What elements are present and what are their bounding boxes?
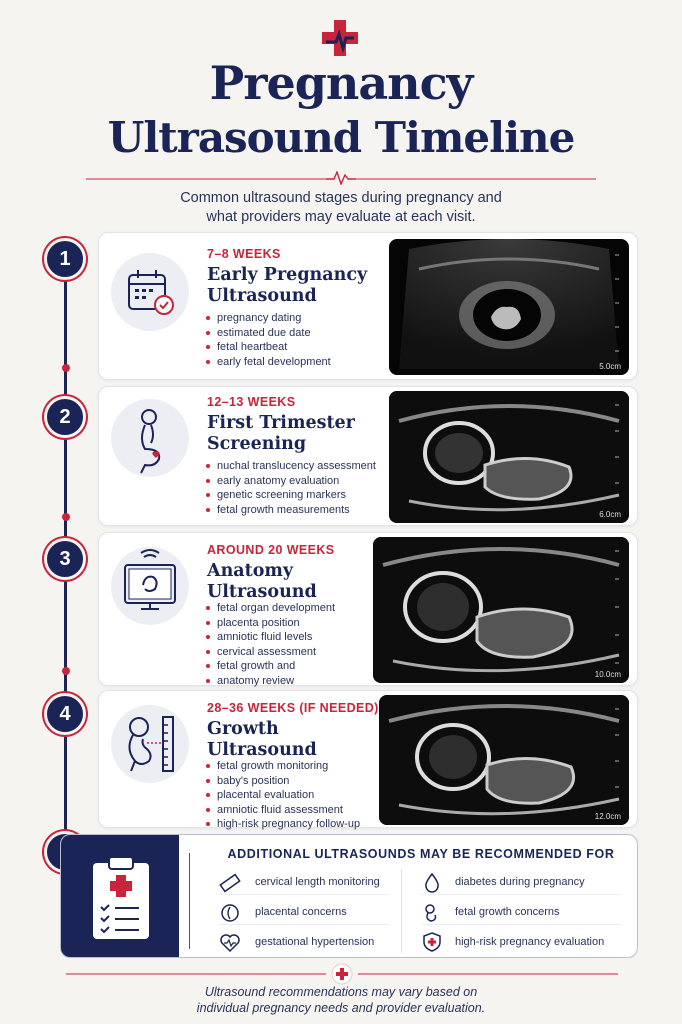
list-item: fetal growth measurements (205, 503, 376, 518)
footer-note: Ultrasound recommendations may vary based on individual pregnancy needs and provider evaluation. (196, 985, 486, 1015)
timeline-dot (62, 513, 70, 521)
list-item: cervical length monitoring (219, 869, 389, 895)
list-item: amniotic fluid levels (205, 630, 335, 645)
stage-title: Growth Ultrasound (207, 719, 317, 760)
additional-ultrasounds-box (60, 834, 638, 958)
shield-cross-icon (421, 931, 443, 953)
box-divider (189, 853, 190, 949)
drop-icon (421, 872, 443, 894)
stage-bullets (205, 459, 376, 517)
list-item: diabetes during pregnancy (421, 869, 621, 895)
scale-label: 5.0cm (599, 362, 621, 371)
stage-title: Early Pregnancy Ultrasound (207, 265, 368, 306)
scale-label: 6.0cm (599, 510, 621, 519)
list-item: high-risk pregnancy evaluation (421, 929, 621, 955)
list-item: nuchal translucency assessment (205, 459, 376, 474)
list-item: anatomy review (205, 674, 335, 689)
page-title-line2: Ultrasound Timeline (107, 113, 575, 162)
stage-title: Anatomy Ultrasound (207, 561, 317, 602)
list-item: amniotic fluid assessment (205, 803, 360, 818)
stage-bullets (205, 601, 335, 689)
list-item: cervical assessment (205, 645, 335, 660)
stage-card-1 (98, 232, 638, 380)
timeline-dot (62, 667, 70, 675)
fetus-icon (421, 902, 443, 924)
ultrasound-monitor-icon (111, 547, 189, 625)
list-item: estimated due date (205, 326, 331, 341)
ultrasound-image (389, 239, 629, 375)
placenta-icon (219, 902, 241, 924)
list-item: fetal heartbeat (205, 340, 331, 355)
list-item: early anatomy evaluation (205, 474, 376, 489)
clipboard-icon (91, 855, 151, 941)
ultrasound-image (389, 391, 629, 523)
ultrasound-image (379, 695, 629, 825)
list-item: placental concerns (219, 899, 389, 925)
list-item: early fetal development (205, 355, 331, 370)
pregnant-woman-icon (111, 399, 189, 477)
stage-card-4 (98, 690, 638, 831)
list-item: high-risk pregnancy follow-up (205, 817, 360, 832)
list-item: placental evaluation (205, 788, 360, 803)
scale-label: 12.0cm (594, 812, 621, 821)
stage-weeks: AROUND 20 WEEKS (207, 543, 335, 557)
page-subtitle: Common ultrasound stages during pregnancy and what providers may evaluate at each visit. (180, 190, 502, 225)
calendar-check-icon (111, 253, 189, 331)
stage-bullets (205, 311, 331, 369)
stage-2-number: 2 (44, 396, 86, 438)
ruler-icon (219, 872, 241, 894)
clipboard-panel (61, 835, 179, 958)
stage-title: First Trimester Screening (207, 413, 355, 454)
stage-weeks: 7–8 WEEKS (207, 247, 281, 261)
list-item: baby's position (205, 774, 360, 789)
timeline-dot (62, 364, 70, 372)
list-item: genetic screening markers (205, 488, 376, 503)
stage-card-2 (98, 386, 638, 526)
stage-weeks: 28–36 WEEKS (IF NEEDED) (207, 701, 379, 715)
medical-cross-logo-icon (320, 18, 360, 58)
additional-heading: ADDITIONAL ULTRASOUNDS MAY BE RECOMMENDED FOR (227, 847, 615, 861)
list-item: placenta position (205, 616, 335, 631)
footer-divider (66, 962, 618, 986)
page-title-line1: Pregnancy (209, 56, 473, 110)
list-item: fetal growth monitoring (205, 759, 360, 774)
fetus-ruler-icon (111, 705, 189, 783)
stage-3-number: 3 (44, 538, 86, 580)
list-item: fetal growth concerns (421, 899, 621, 925)
column-divider (401, 869, 402, 953)
stage-1-number: 1 (44, 238, 86, 280)
heart-pulse-icon (219, 932, 241, 954)
list-item: fetal growth and (205, 659, 335, 674)
stage-4-number: 4 (44, 693, 86, 735)
stage-weeks: 12–13 WEEKS (207, 395, 296, 409)
list-item: pregnancy dating (205, 311, 331, 326)
ultrasound-image (373, 537, 629, 683)
list-item: gestational hypertension (219, 929, 389, 955)
stage-bullets (205, 759, 360, 832)
stage-card-3 (98, 532, 638, 686)
list-item: fetal organ development (205, 601, 335, 616)
heartbeat-divider (86, 171, 596, 185)
scale-label: 10.0cm (594, 670, 621, 679)
